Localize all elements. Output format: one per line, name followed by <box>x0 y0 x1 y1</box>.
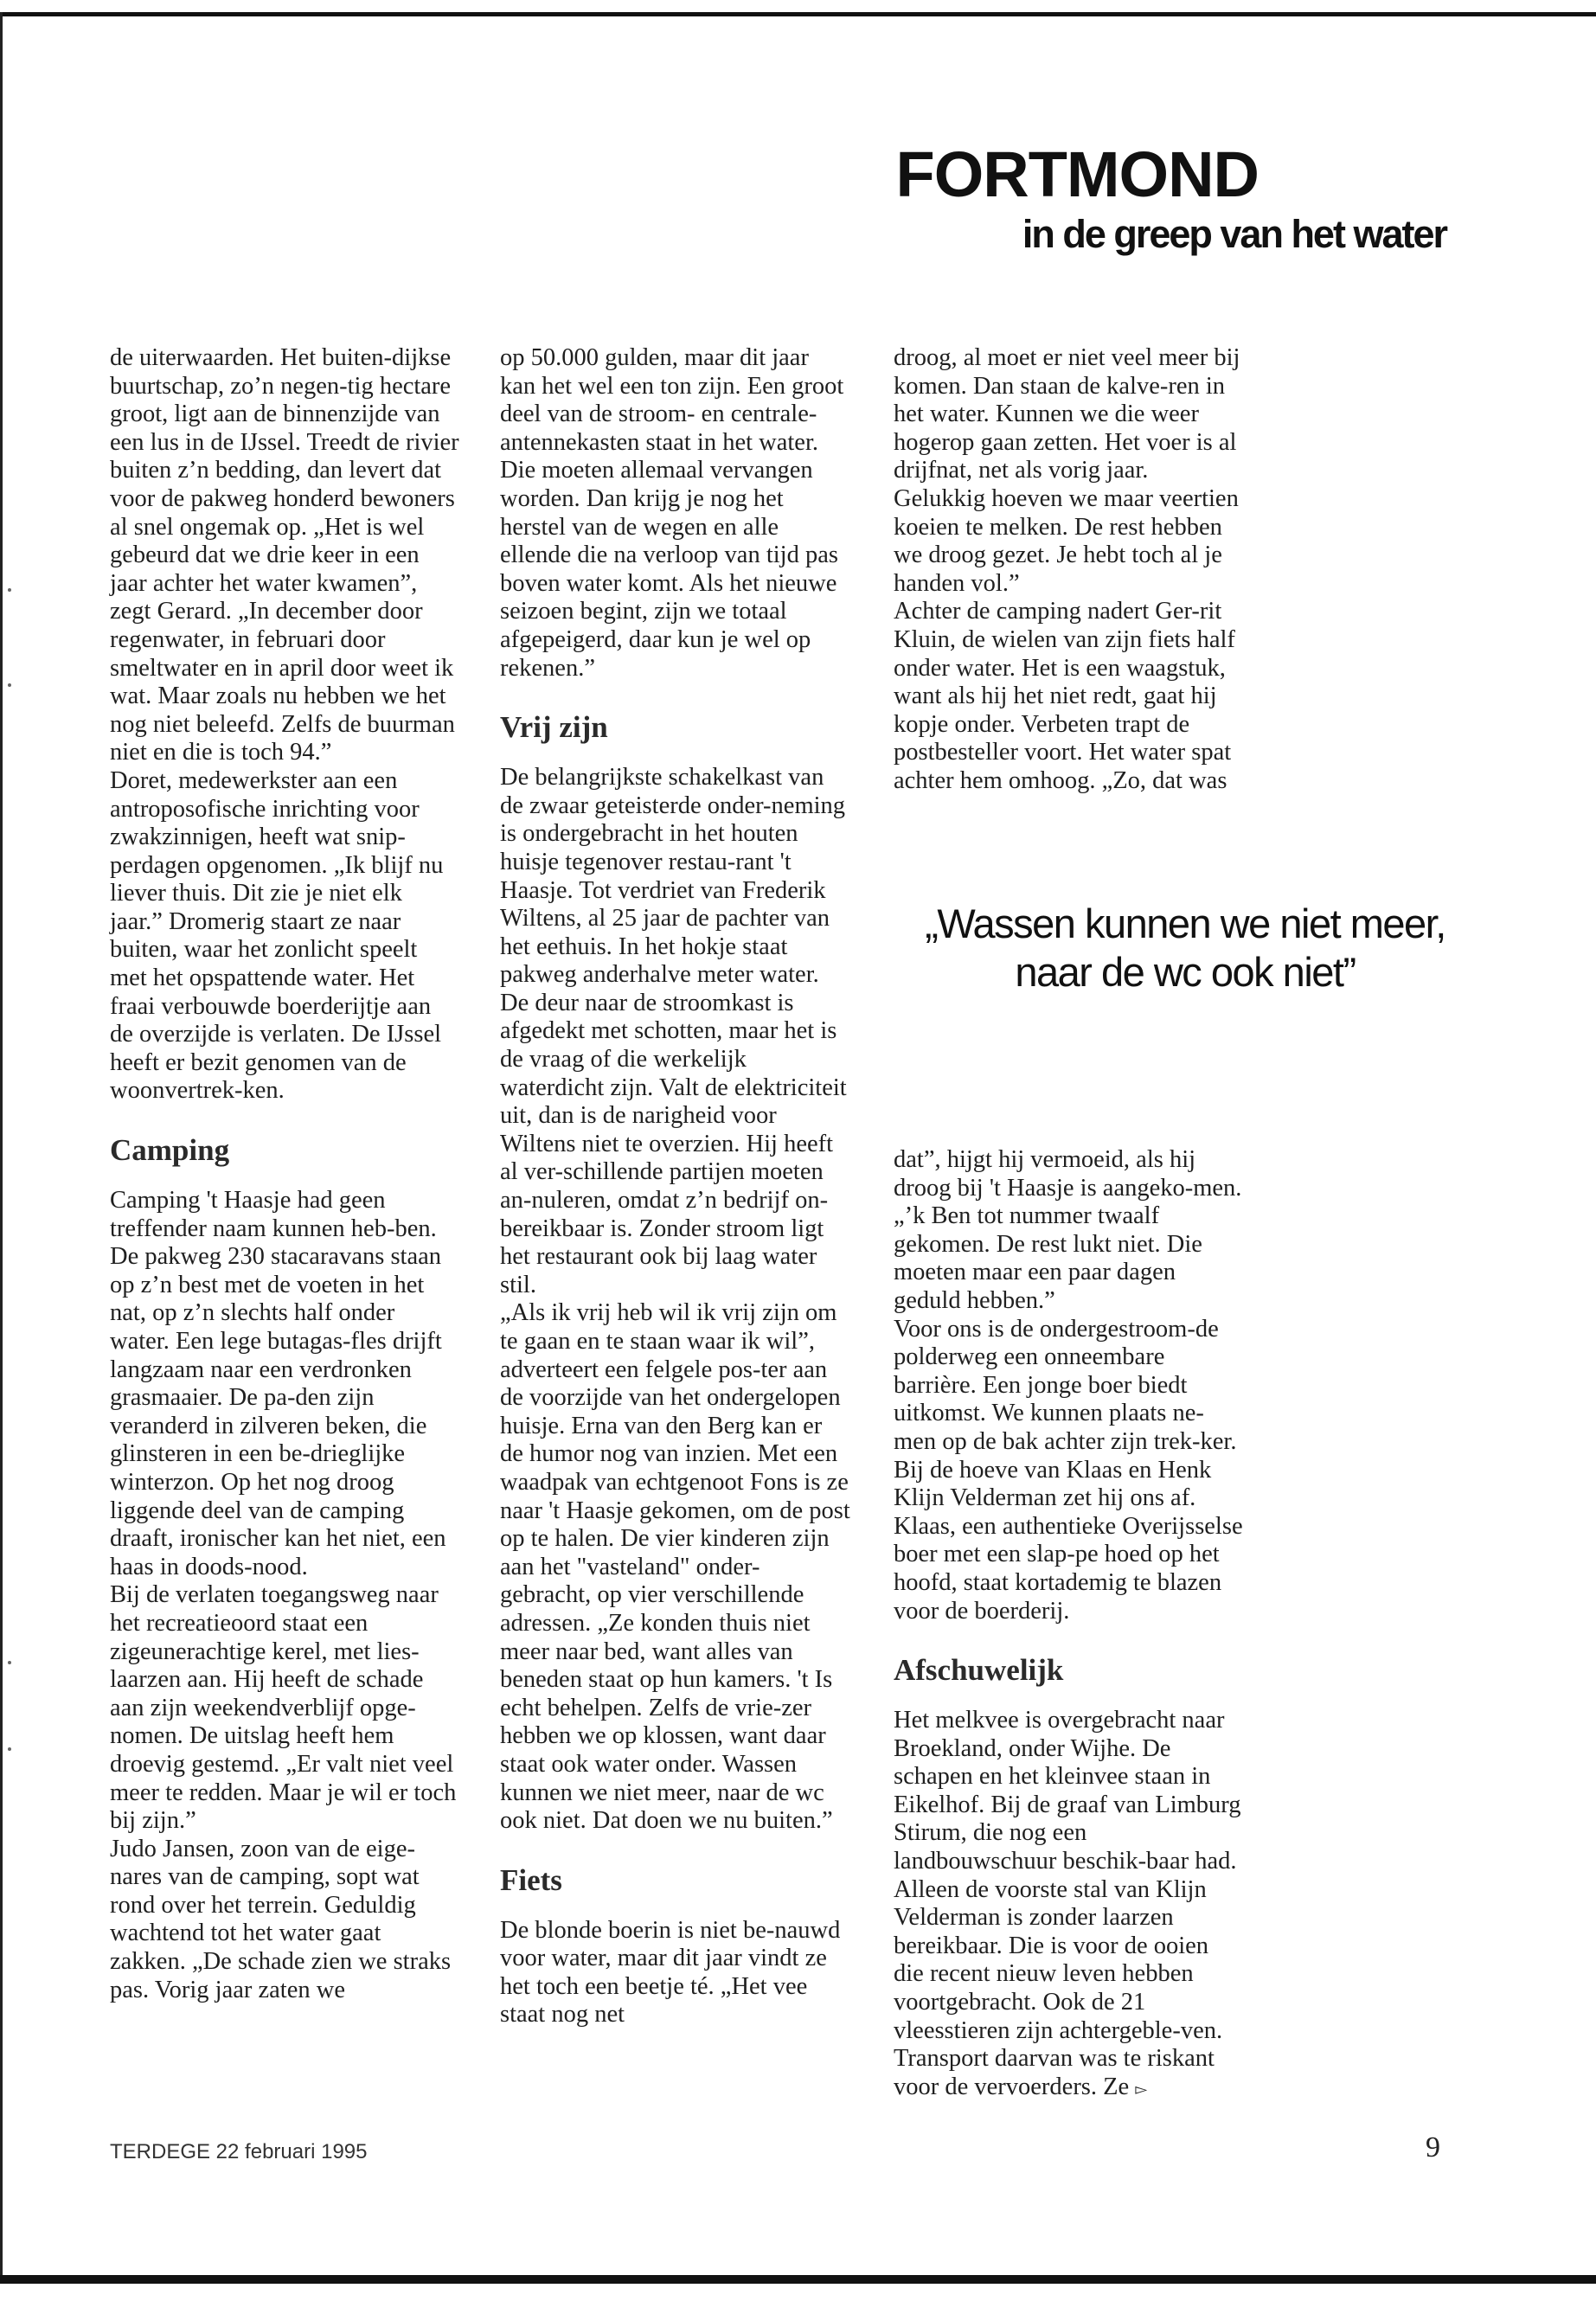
column-2 <box>500 344 850 2029</box>
paragraph: op 50.000 gulden, maar dit jaar kan het wel een ton zijn. Een groot deel van de stroom- en centrale-antennekasten staat in het water. Die moeten allemaal vervangen worden. Dan krijg je nog het herstel van de wegen en alle ellende die na verloop van tijd pas boven water komt. Als het nieuwe seizoen begint, zijn we totaal afgepeigerd, daar kun je wel op rekenen.” <box>500 344 844 682</box>
publication-footer: TERDEGE 22 februari 1995 <box>110 2140 368 2163</box>
margin-dot <box>8 683 11 687</box>
paragraph: Judo Jansen, zoon van de eige-nares van de camping, sopt wat rond over het terrein. Geduldig wachtend tot het water gaat zakken. „De schade zien we straks pas. Vorig jaar zaten we <box>110 1835 452 2003</box>
column-1 <box>110 344 460 2004</box>
paragraph <box>894 1707 1244 2104</box>
section-heading-camping: Camping <box>110 1133 230 1168</box>
paragraph: de uiterwaarden. Het buiten-dijkse buurtschap, zo’n negen-tig hectare groot, ligt aan de binnenzijde van een lus in de IJssel. Treedt de rivier buiten z’n bedding, dan levert dat voor de pakweg honderd bewoners al snel ongemak op. „Het is wel gebeurd dat we drie keer in een jaar achter het water kwamen”, zegt Gerard. „In december door regenwater, in februari door smeltwater en in april door weet ik wat. Maar zoals nu hebben we het nog niet beleefd. Zelfs de buurman niet en die is toch 94.” <box>110 344 459 766</box>
paragraph: Bij de verlaten toegangsweg naar het recreatieoord staat een zigeunerachtige kerel, met lies-laarzen aan. Hij heeft de schade aan zijn weekendverblijf opge-nomen. De uitslag heeft hem droevig gestemd. „Er valt niet veel meer te redden. Maar je wil er toch bij zijn.” <box>110 1581 457 1835</box>
margin-dot <box>8 588 11 592</box>
section-heading-fiets: Fiets <box>500 1862 562 1897</box>
paragraph: Doret, medewerkster aan een antroposofische inrichting voor zwakzinnigen, heeft wat snip-perdagen opgenomen. „Ik blijf nu liever thuis. Dit zie je niet elk jaar.” Dromerig staart ze naar buiten, waar het zonlicht speelt met het opspattende water. Het fraai verbouwde boerderijtje aan de overzijde is verlaten. De IJssel heeft er bezit genomen van de woonvertrek-ken. <box>110 766 444 1105</box>
paragraph: Camping 't Haasje had geen treffender naam kunnen heb-ben. De pakweg 230 stacaravans staan op z’n best met de voeten in het nat, op z’n slechts half onder water. Een lege butagas-fles drijft langzaam naar een verdronken grasmaaier. De pa-den zijn veranderd in zilveren beken, die glinsteren in een be-drieglijke winterzon. Op het nog droog liggende deel van de camping draaft, ironischer kan het niet, een haas in doods-nood. <box>110 1187 446 1580</box>
margin-dot <box>8 1747 11 1751</box>
paragraph-text: Het melkvee is overgebracht naar Broekland, onder Wijhe. De schapen en het kleinvee staan in Eikelhof. Bij de graaf van Limburg Stirum, die nog een landbouwschuur beschik-baar had. Alleen de voorste stal van Klijn Velderman is zonder laarzen bereikbaar. Die is voor de ooien die recent nieuw leven hebben voortgebracht. Ook de 21 vleesstieren zijn achtergeble-ven. Transport daarvan was te riskant voor de vervoerders. Ze <box>894 1707 1241 2100</box>
paragraph: De blonde boerin is niet be-nauwd voor water, maar dit jaar vindt ze het toch een beetje té. „Het vee staat nog net <box>500 1916 841 2029</box>
article-title: FORTMOND <box>895 138 1259 210</box>
paragraph: Achter de camping nadert Ger-rit Kluin, de wielen van zijn fiets half onder water. Het is een waagstuk, want als hij het niet redt, gaat hij kopje onder. Verbeten trapt de postbesteller voort. Het water spat achter hem omhoog. „Zo, dat was <box>894 598 1235 794</box>
bottom-rule <box>0 2275 1596 2284</box>
page-number: 9 <box>1426 2131 1440 2163</box>
paragraph: Voor ons is de ondergestroom-de polderweg een onneembare barrière. Een jonge boer biedt uitkomst. We kunnen plaats ne-men op de bak achter zijn trek-ker. Bij de hoeve van Klaas en Henk Klijn Velderman zet hij ons af. Klaas, een authentieke Overijsselse boer met een slap-pe hoed op het hoofd, staat kortademig te blazen voor de boerderij. <box>894 1315 1243 1625</box>
paragraph: dat”, hijgt hij vermoeid, als hij droog bij 't Haasje is aangeko-men. „’k Ben tot nummer twaalf gekomen. De rest lukt niet. Die moeten maar een paar dagen geduld hebben.” <box>894 1146 1242 1314</box>
column-3-top <box>894 344 1244 796</box>
article-subtitle: in de greep van het water <box>1022 212 1446 256</box>
column-3-bottom <box>894 1146 1244 2104</box>
paragraph: droog, al moet er niet veel meer bij komen. Dan staan de kalve-ren in het water. Kunnen we die weer hogerop gaan zetten. Het voer is al drijfnat, net als vorig jaar. Gelukkig hoeven we maar veertien koeien te melken. De rest hebben we droog gezet. Je hebt toch al je handen vol.” <box>894 344 1240 597</box>
pull-quote-line-2: naar de wc ook niet” <box>1015 949 1356 995</box>
pull-quote-line-1: „Wassen kunnen we niet meer, <box>925 901 1445 946</box>
continue-arrow-icon: ▻ <box>1135 2080 1148 2099</box>
pull-quote <box>891 900 1479 997</box>
section-heading-vrij-zijn: Vrij zijn <box>500 710 608 745</box>
paragraph: De belangrijkste schakelkast van de zwaar geteisterde onder-neming is ondergebracht in het houten huisje tegenover restau-rant 't Haasje. Tot verdriet van Frederik Wiltens, al 25 jaar de pachter van het eethuis. In het hokje staat pakweg anderhalve meter water. De deur naar de stroomkast is afgedekt met schotten, maar het is de vraag of die werkelijk waterdicht zijn. Valt de elektriciteit uit, dan is de narigheid voor Wiltens niet te overzien. Hij heeft al ver-schillende partijen moeten an-nuleren, omdat z’n bedrijf on-bereikbaar is. Zonder stroom ligt het restaurant ook bij laag water stil. <box>500 764 847 1298</box>
margin-dot <box>8 1661 11 1664</box>
left-scan-edge <box>0 12 3 2279</box>
paragraph: „Als ik vrij heb wil ik vrij zijn om te gaan en te staan waar ik wil”, adverteert een felgele pos-ter aan de voorzijde van het ondergelopen huisje. Erna van den Berg kan er de humor nog van inzien. Met een waadpak van echtgenoot Fons is ze naar 't Haasje gekomen, om de post op te halen. De vier kinderen zijn aan het "vasteland" onder-gebracht, op vier verschillende adressen. „Ze konden thuis niet meer naar bed, want alles van beneden staat op hun kamers. 't Is echt behelpen. Zelfs de vrie-zer hebben we op klossen, want daar staat ook water onder. Wassen kunnen we niet meer, naar de wc ook niet. Dat doen we nu buiten.” <box>500 1299 850 1835</box>
section-heading-afschuwelijk: Afschuwelijk <box>894 1653 1064 1688</box>
top-rule <box>0 12 1596 16</box>
